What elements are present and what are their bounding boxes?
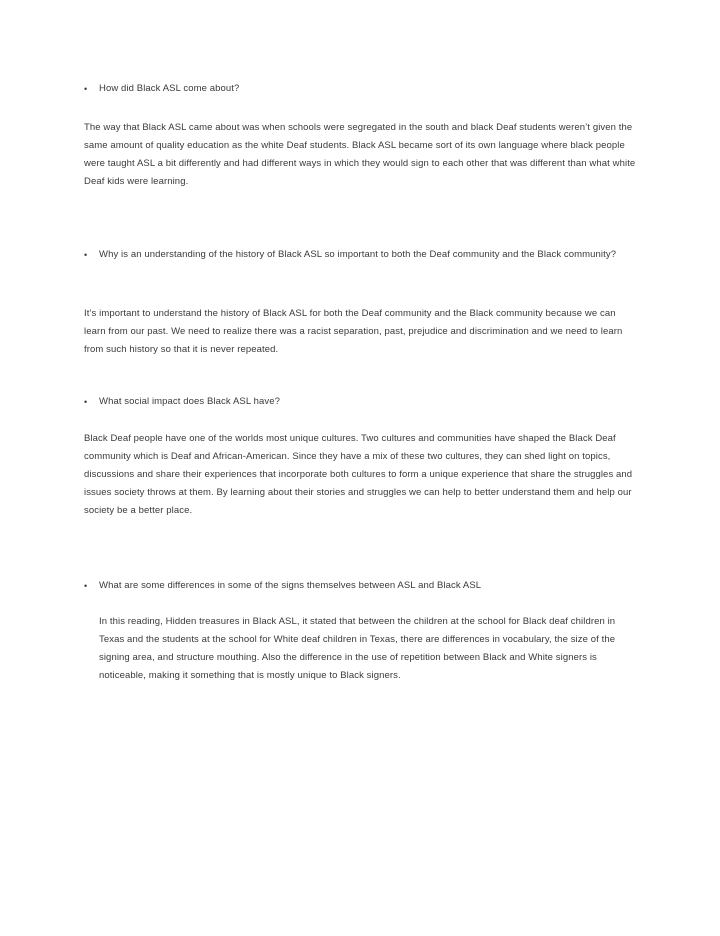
answer-3: Black Deaf people have one of the worlds most unique cultures. Two cultures and communities have shaped the Black Deaf community which is Deaf and African-American. Since they have a mix of these two cultures, they can shed light on topics, discussions and share their experiences that incorporate both cultures to form a unique experience that share the struggles and issues society throws at them. By learning about their stories and struggles we can help to better understand them and help our society be a better place. (84, 433, 633, 516)
question-2-text: Why is an understanding of the history of Black ASL so important to both the Deaf community and the Black community? (99, 249, 617, 260)
question-4 (84, 577, 636, 595)
answer-1: The way that Black ASL came about was when schools were segregated in the south and black Deaf students weren’t given the same amount of quality education as the white Deaf students. Black ASL became sort of its own language where black people were taught ASL a bit differently and had different ways in which they would sign to each other that was different than what white Deaf kids were learning. (84, 122, 636, 187)
question-3 (84, 393, 636, 411)
bullet-2: • (84, 250, 88, 260)
question-2 (84, 246, 636, 264)
question-3-text: What social impact does Black ASL have? (99, 396, 280, 407)
bullet-4: • (84, 581, 88, 591)
bullet-3: • (84, 397, 88, 407)
answer-2: It’s important to understand the history of Black ASL for both the Deaf community and the Black community because we can learn from our past. We need to realize there was a racist separation, past, prejudice and discrimination and we need to learn from such history so that it is never repeated. (84, 308, 623, 355)
question-4-text: What are some differences in some of the signs themselves between ASL and Black ASL (99, 580, 482, 591)
answer-4: In this reading, Hidden treasures in Black ASL, it stated that between the children at the school for Black deaf children in Texas and the students at the school for White deaf children in Texas, there are differences in vocabulary, the size of the signing area, and structure mouthing. Also the difference in the use of repetition between Black and White signers is noticeable, making it something that is mostly unique to Black signers. (99, 616, 616, 681)
bullet-1: • (84, 84, 88, 94)
question-1-text: How did Black ASL come about? (99, 83, 240, 94)
question-1 (84, 80, 636, 98)
